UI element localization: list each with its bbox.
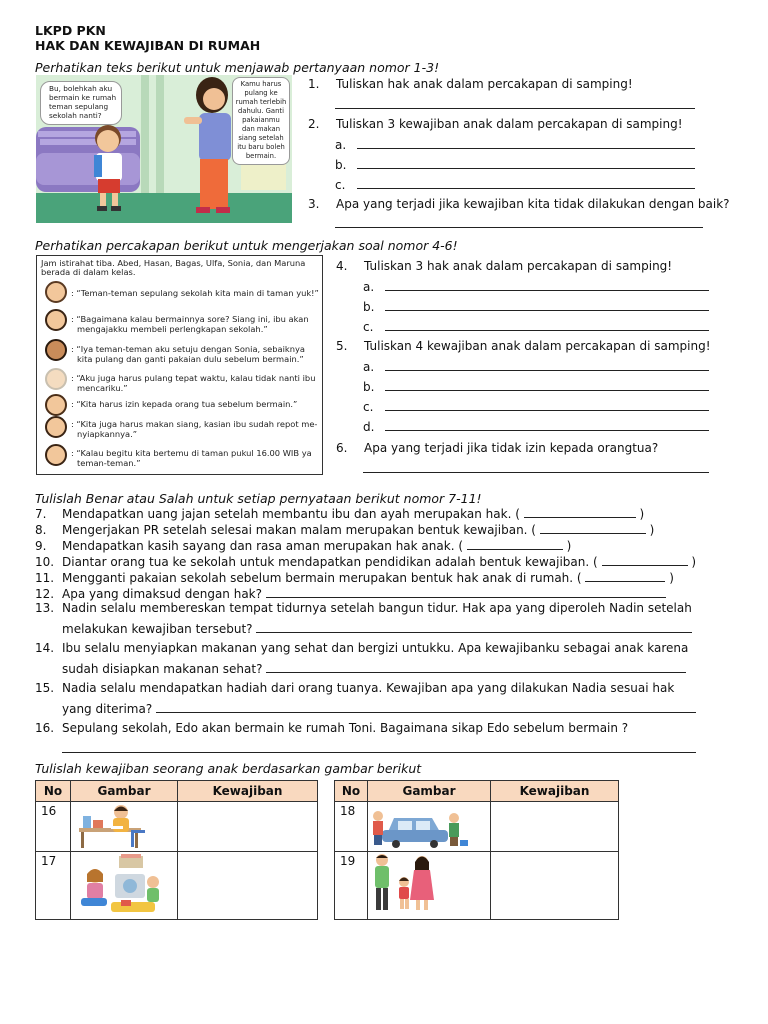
answer-option-b[interactable]: b. [335,157,695,172]
question-1 [308,77,633,91]
answer-option-d[interactable]: d. [363,419,709,434]
answer-line[interactable] [62,752,696,753]
mother-bubble-line: Kamu harus [240,80,282,88]
table-row [335,802,619,852]
mother-bubble-line: dan makan [241,125,281,133]
child-bubble-line: Bu, bolehkah aku [49,84,113,93]
dialog-line: kita pulang dan ganti pakaian dulu sebelum bermain.” [77,354,304,364]
answer-line[interactable] [363,472,709,473]
child-bubble-line: teman sepulang [49,102,109,111]
conversation-intro: Jam istirahat tiba. Abed, Hasan, Bagas, Ulfa, Sonia, dan Maruna [41,258,306,268]
row-number: 19 [335,852,368,920]
question-text: Tuliskan 3 hak anak dalam percakapan di samping! [364,259,673,273]
section1-instruction: Perhatikan teks berikut untuk menjawab pertanyaan nomor 1-3! [35,60,440,75]
mother-bubble-line: pakaianmu [242,116,280,124]
dialog-line: : “Teman-teman sepulang sekolah kita main di taman yuk!” [71,288,319,298]
duty-answer-cell[interactable] [178,802,318,852]
answer-option-c[interactable]: c. [363,399,709,414]
statement-7: 7. Mendapatkan uang jajan setelah membantu ibu dan ayah merupakan hak. ( ) [35,507,645,521]
dialog-line: teman-teman.” [77,458,141,468]
row-number: 17 [36,852,71,920]
picture-cell [71,802,178,852]
question-number: 3. [308,197,320,211]
question-number: 1. [308,77,320,91]
question-text: Tuliskan 3 kewajiban anak dalam percakapan di samping! [336,117,683,131]
statement-10: 10. Diantar orang tua ke sekolah untuk mendapatkan pendidikan adalah bentuk kewajiban. ( ) [35,555,697,569]
question-text: Apa yang terjadi jika tidak izin kepada orangtua? [364,441,659,455]
question-number: 6. [336,441,348,455]
question-text: Apa yang terjadi jika kewajiban kita tidak dilakukan dengan baik? [336,197,730,211]
child-bubble-line: bermain ke rumah [49,93,117,102]
answer-blank[interactable] [540,522,646,534]
section3-instruction: Tulislah Benar atau Salah untuk setiap pernyataan berikut nomor 7-11! [35,491,482,506]
question-13: 13. Nadin selalu membereskan tempat tidurnya setelah bangun tidur. Hak apa yang diperoleh Nadin setelah [35,601,692,615]
dialog-line: : “Aku juga harus pulang tepat waktu, kalau tidak nanti ibu [71,373,316,383]
picture-cell [368,802,491,852]
question-number: 2. [308,117,320,131]
worksheet-title-line1: LKPD PKN [35,23,106,38]
dialog-line: mencariku.” [77,383,128,393]
family-washing-car-illustration [368,802,484,848]
answer-option-a[interactable]: a. [363,279,709,294]
conversation-intro: berada di dalam kelas. [41,267,136,277]
dialog-line: : “Kita harus izin kepada orang tua sebelum bermain.” [71,399,298,409]
mother-child-illustration [36,75,292,223]
column-header-duty: Kewajiban [491,781,619,802]
question-6 [336,441,658,455]
table-row [36,802,318,852]
dialog-line: mengajakku membeli perlengkapan sekolah.” [77,324,268,334]
answer-option-c[interactable]: c. [363,319,709,334]
answer-option-b[interactable]: b. [363,379,709,394]
duty-answer-cell[interactable] [491,852,619,920]
answer-option-a[interactable]: a. [363,359,709,374]
answer-blank[interactable] [585,570,665,582]
answer-blank[interactable] [266,586,666,598]
column-header-no: No [335,781,368,802]
question-14-line2: sudah disiapkan makanan sehat? [62,661,686,676]
duty-table-left [35,780,318,920]
question-5 [336,339,711,353]
mother-bubble-line: rumah terlebih [235,98,287,106]
child-bubble-line: sekolah nanti? [49,111,102,120]
table-row [36,852,318,920]
avatar [45,444,67,466]
duty-answer-cell[interactable] [491,802,619,852]
column-header-no: No [36,781,71,802]
duty-table-right [334,780,619,920]
statement-8: 8. Mengerjakan PR setelah selesai makan malam merupakan bentuk kewajiban. ( ) [35,523,655,537]
answer-blank[interactable] [256,621,692,633]
mother-bubble-line: dahulu. Ganti [238,107,284,115]
avatar [45,309,67,331]
question-2 [308,117,683,131]
answer-blank[interactable] [266,661,686,673]
avatar [45,281,67,303]
statement-11: 11. Mengganti pakaian sekolah sebelum bermain merupakan bentuk hak anak di rumah. ( ) [35,571,674,585]
avatar [45,339,67,361]
mother-bubble-line: itu baru boleh [237,143,285,151]
dialog-line: : “Kalau begitu kita bertemu di taman pukul 16.00 WIB ya [71,448,312,458]
question-3 [308,197,730,211]
answer-blank[interactable] [156,701,696,713]
question-text: Tuliskan 4 kewajiban anak dalam percakapan di samping! [364,339,711,353]
mother-bubble-line: bermain. [245,152,277,160]
mother-bubble-line: siang setelah [238,134,284,142]
answer-option-a[interactable]: a. [335,137,695,152]
table-row [335,852,619,920]
child-greeting-parents-illustration [368,852,484,916]
dialog-line: : “Bagaimana kalau bermainnya sore? Siang ini, ibu akan [71,314,309,324]
column-header-picture: Gambar [368,781,491,802]
worksheet-title-line2: HAK DAN KEWAJIBAN DI RUMAH [35,38,261,53]
question-14: 14. Ibu selalu menyiapkan makanan yang sehat dan bergizi untukku. Apa kewajibanku sebagai anak karena [35,641,689,655]
avatar [45,416,67,438]
question-12: 12. Apa yang dimaksud dengan hak? [35,586,666,601]
question-15: 15. Nadia selalu mendapatkan hadiah dari orang tuanya. Kewajiban apa yang dilakukan Nadia sesuai hak [35,681,675,695]
dialog-line: : “Kita juga harus makan siang, kasian ibu sudah repot me- [71,419,318,429]
answer-blank[interactable] [602,554,688,566]
duty-answer-cell[interactable] [178,852,318,920]
question-4 [336,259,672,273]
column-header-duty: Kewajiban [178,781,318,802]
mother-speech-bubble [232,77,290,165]
child-speech-bubble [40,81,122,125]
statement-9: 9. Mendapatkan kasih sayang dan rasa aman merupakan hak anak. ( ) [35,539,572,553]
section2-instruction: Perhatikan percakapan berikut untuk mengerjakan soal nomor 4-6! [35,238,458,253]
dialog-line: : “Iya teman-teman aku setuju dengan Sonia, sebaiknya [71,344,305,354]
section4-instruction: Tulislah kewajiban seorang anak berdasarkan gambar berikut [35,761,422,776]
answer-line[interactable] [335,108,695,109]
mother-bubble-line: pulang ke [244,89,278,97]
question-number: 5. [336,339,348,353]
column-header-picture: Gambar [71,781,178,802]
picture-cell [71,852,178,920]
conversation-box [36,255,323,475]
dialog-line: nyiapkannya.” [77,429,138,439]
family-laundry-illustration [71,852,171,916]
answer-line[interactable] [335,227,703,228]
answer-blank[interactable] [467,538,563,550]
question-text: Tuliskan hak anak dalam percakapan di samping! [336,77,633,91]
answer-option-b[interactable]: b. [363,299,709,314]
row-number: 18 [335,802,368,852]
row-number: 16 [36,802,71,852]
picture-cell [368,852,491,920]
avatar [45,394,67,416]
question-16: 16. Sepulang sekolah, Edo akan bermain ke rumah Toni. Bagaimana sikap Edo sebelum bermain ? [35,721,629,735]
question-number: 4. [336,259,348,273]
question-15-line2: yang diterima? [62,701,696,716]
answer-option-c[interactable]: c. [335,177,695,192]
question-13-line2: melakukan kewajiban tersebut? [62,621,692,636]
avatar [45,368,67,390]
child-studying-illustration [71,802,171,848]
answer-blank[interactable] [524,506,636,518]
